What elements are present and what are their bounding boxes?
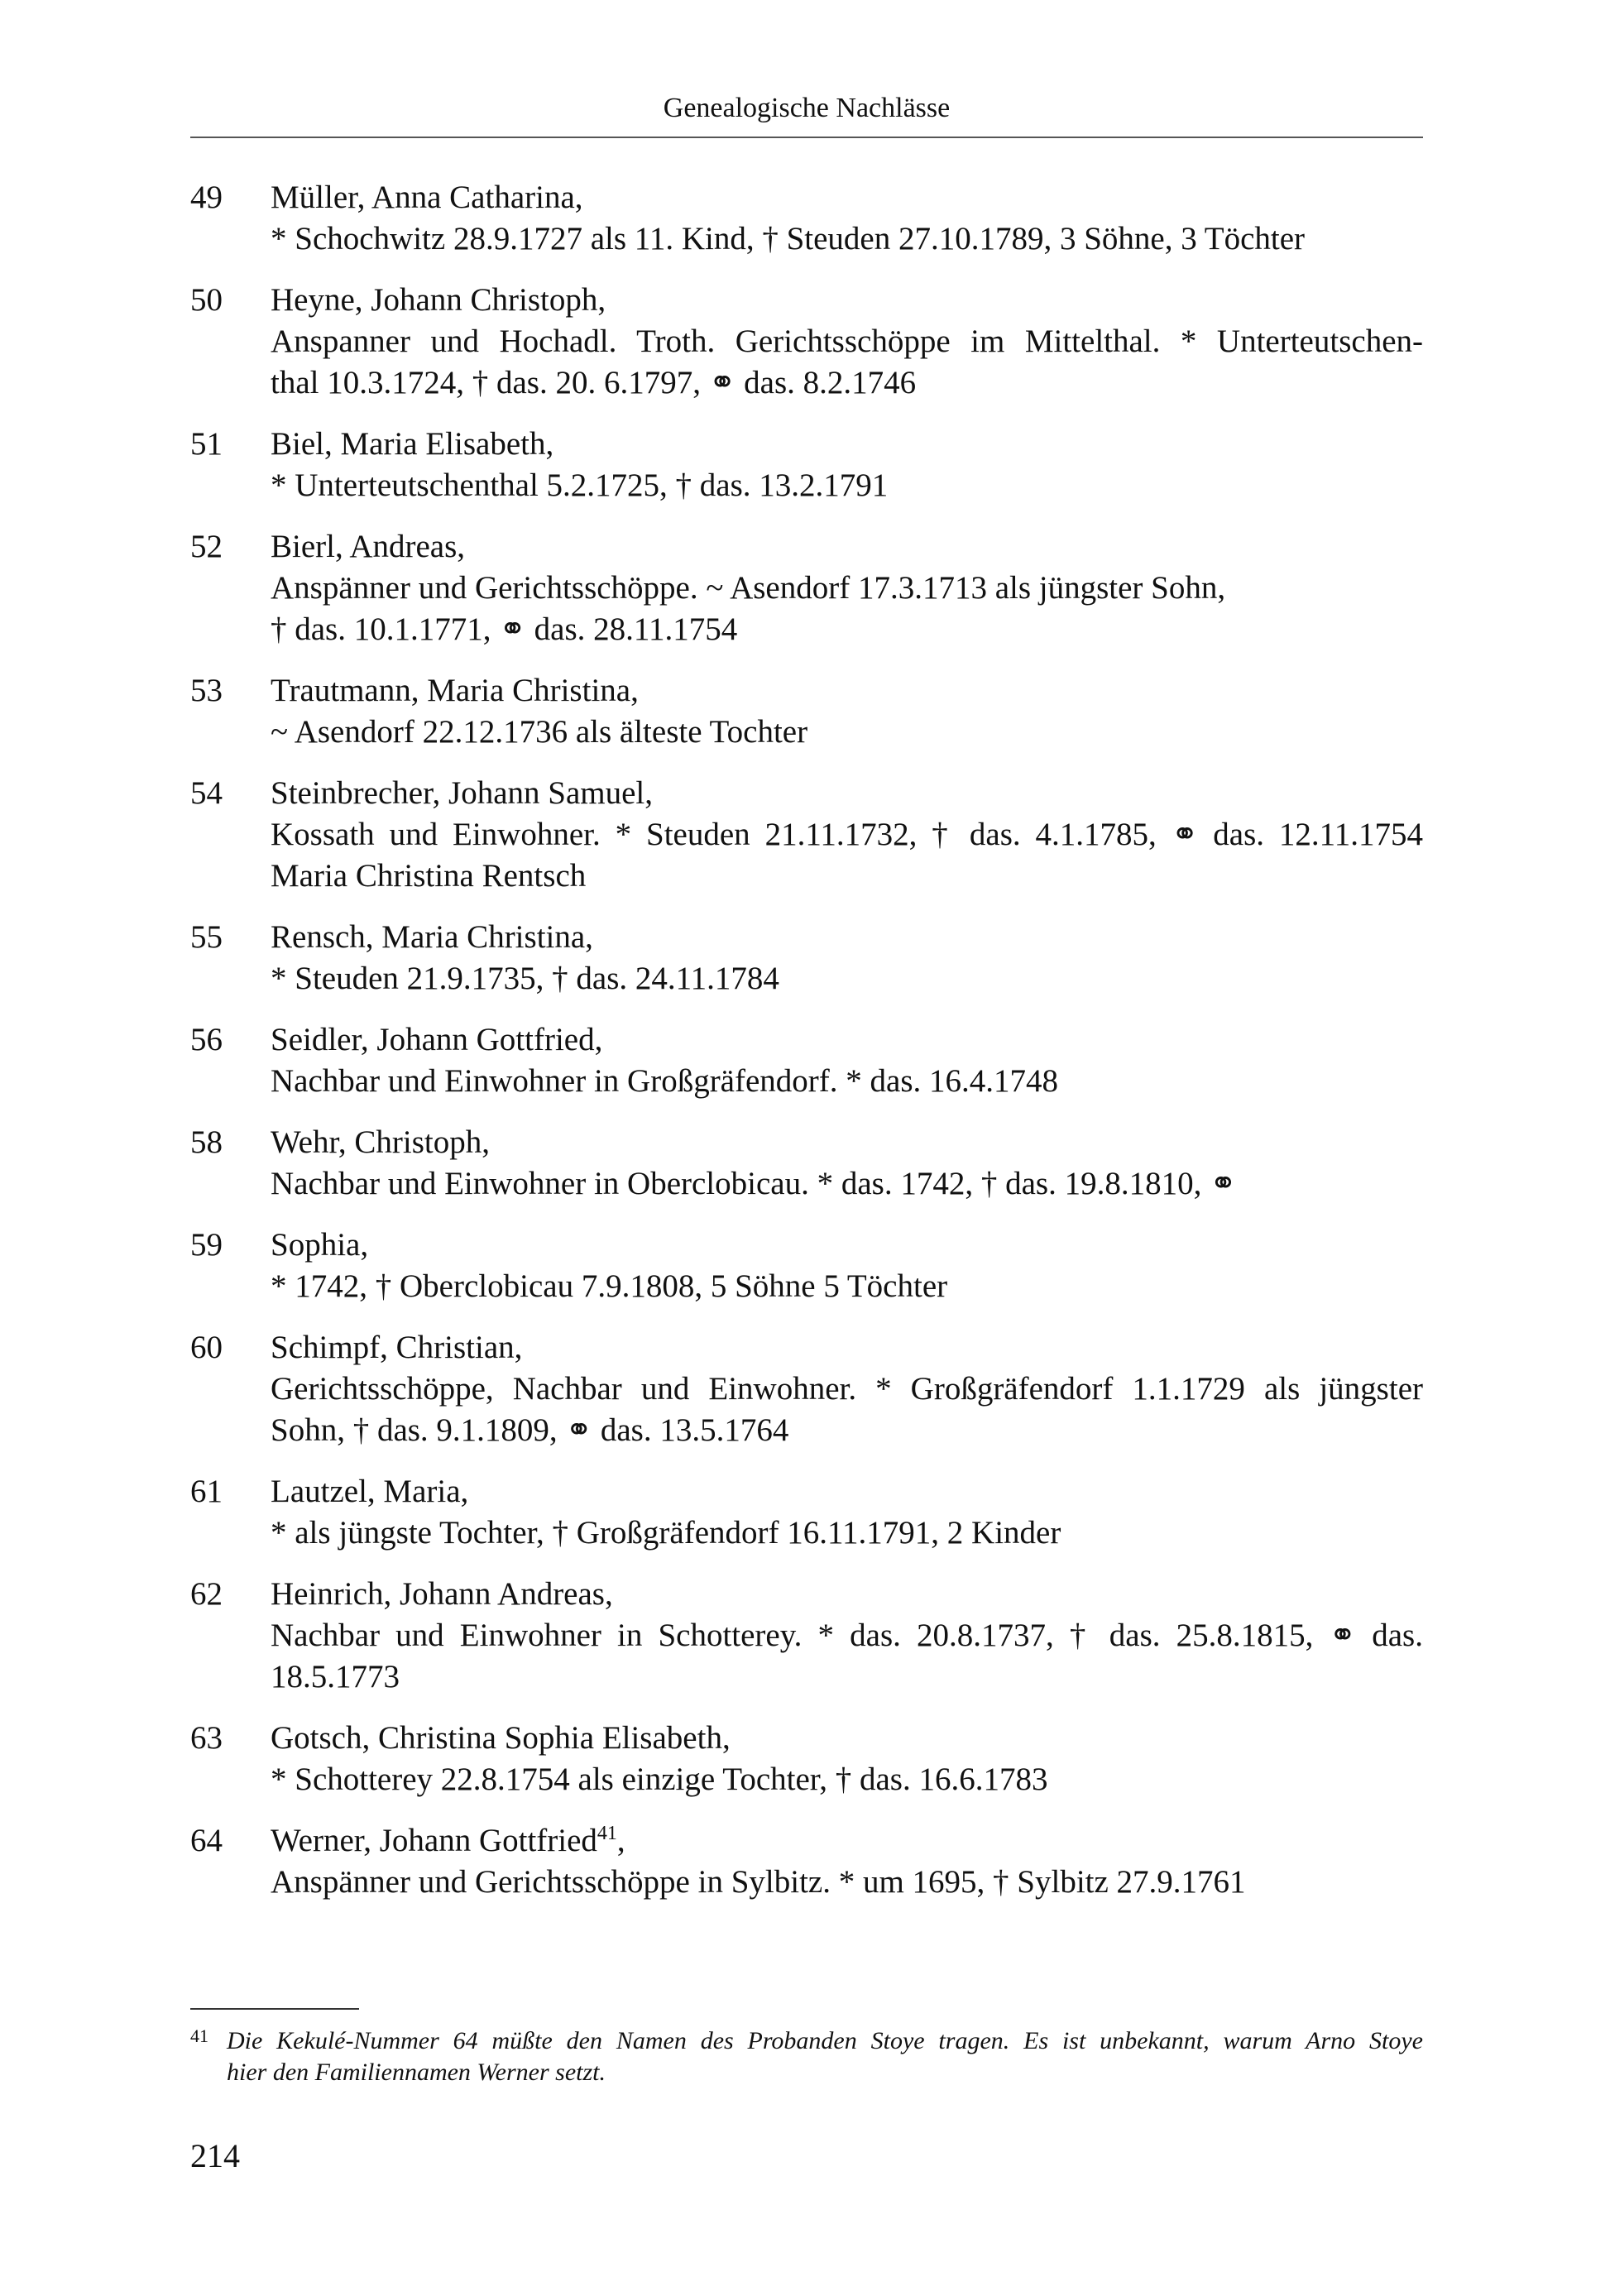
entry-name-text: Wehr, Christoph,: [271, 1124, 491, 1160]
genealogy-entry: [190, 1327, 1423, 1451]
entry-detail-line: * 1742, † Oberclobicau 7.9.1808, 5 Söhne 5 Töchter: [271, 1268, 948, 1304]
entry-name-text: Biel, Maria Elisabeth,: [271, 426, 554, 462]
entry-name: [271, 670, 1423, 712]
genealogy-entry: [190, 1820, 1423, 1903]
entry-detail-line: * Schochwitz 28.9.1727 als 11. Kind, † Steuden 27.10.1789, 3 Söhne, 3 Töchter: [271, 221, 1306, 256]
entry-name: [271, 917, 1423, 958]
running-header: Genealogische Nachlässe: [663, 93, 951, 123]
kekule-number: 62: [190, 1576, 223, 1612]
entry-name: [271, 526, 1423, 568]
genealogy-entry: [190, 177, 1423, 260]
entry-name-text: Bierl, Andreas,: [271, 529, 466, 564]
entry-name-text: Sophia,: [271, 1227, 369, 1263]
page-number: 214: [190, 2137, 240, 2174]
genealogy-entry: [190, 526, 1423, 650]
kekule-number: 61: [190, 1474, 223, 1509]
entry-detail-line: Kossath und Einwohner. * Steuden 21.11.1732, † das. 4.1.1785, ⚭ das. 12.11.1754: [271, 817, 1423, 852]
entry-detail-line: Anspänner und Gerichtsschöppe. ~ Asendorf 17.3.1713 als jüngster Sohn,: [271, 570, 1226, 606]
genealogy-entry: [190, 1471, 1423, 1554]
kekule-number: 52: [190, 529, 223, 564]
footnote-mark: 41: [190, 2025, 208, 2046]
entry-detail-line: * Steuden 21.9.1735, † das. 24.11.1784: [271, 961, 779, 996]
genealogy-entry: [190, 1019, 1423, 1102]
header-rule: [190, 137, 1423, 138]
kekule-number: 64: [190, 1823, 223, 1858]
entry-detail-line: Nachbar und Einwohner in Schotterey. * das. 20.8.1737, † das. 25.8.1815, ⚭ das.: [271, 1618, 1423, 1653]
kekule-number: 58: [190, 1124, 223, 1160]
entry-detail-line: * Schotterey 22.8.1754 als einzige Tochter, † das. 16.6.1783: [271, 1762, 1048, 1797]
genealogy-entry: [190, 1574, 1423, 1698]
entry-detail-line: Nachbar und Einwohner in Oberclobicau. * das. 1742, † das. 19.8.1810, ⚭: [271, 1166, 1237, 1201]
genealogy-entry: [190, 1718, 1423, 1800]
entry-detail-line: Nachbar und Einwohner in Großgräfendorf. * das. 16.4.1748: [271, 1063, 1058, 1099]
footnote-rule: [190, 2008, 359, 2010]
entry-detail-line: Anspänner und Gerichtsschöppe in Sylbitz. * um 1695, † Sylbitz 27.9.1761: [271, 1864, 1246, 1900]
genealogy-entry: [190, 424, 1423, 506]
genealogy-entry: [190, 917, 1423, 999]
kekule-number: 51: [190, 426, 223, 462]
entry-name-text: Werner, Johann Gottfried: [271, 1823, 597, 1858]
kekule-number: 60: [190, 1330, 223, 1365]
kekule-number: 59: [190, 1227, 223, 1263]
entry-name: [271, 1122, 1423, 1163]
genealogy-entry: [190, 1225, 1423, 1307]
genealogy-entry: [190, 670, 1423, 753]
genealogy-entry: [190, 280, 1423, 404]
entry-name: [271, 773, 1423, 814]
entry-name: [271, 177, 1423, 218]
entry-name: [271, 1718, 1423, 1759]
footnote-line: hier den Familiennamen Werner setzt.: [227, 2059, 606, 2086]
entry-name: [271, 1574, 1423, 1615]
entry-name: [271, 1471, 1423, 1512]
entry-name-text: Heinrich, Johann Andreas,: [271, 1576, 613, 1612]
entry-detail-line: 18.5.1773: [271, 1659, 400, 1694]
kekule-number: 63: [190, 1720, 223, 1756]
entry-name-punct: ,: [616, 1823, 625, 1858]
entry-name: [271, 1225, 1423, 1266]
entry-name-text: Steinbrecher, Johann Samuel,: [271, 775, 653, 811]
footnote: [190, 2025, 1423, 2088]
entry-name: [271, 1327, 1423, 1368]
entry-detail-line: ~ Asendorf 22.12.1736 als älteste Tochter: [271, 714, 808, 750]
genealogy-entry: [190, 1122, 1423, 1205]
entry-name-text: Rensch, Maria Christina,: [271, 919, 593, 955]
entry-name-text: Schimpf, Christian,: [271, 1330, 523, 1365]
kekule-number: 49: [190, 180, 223, 215]
entry-detail-line: Maria Christina Rentsch: [271, 858, 587, 894]
footnote-reference: 41: [597, 1823, 617, 1844]
entry-detail-line: thal 10.3.1724, † das. 20. 6.1797, ⚭ das. 8.2.1746: [271, 365, 917, 400]
entry-detail-line: * Unterteutschenthal 5.2.1725, † das. 13.2.1791: [271, 467, 889, 503]
entry-detail-line: Sohn, † das. 9.1.1809, ⚭ das. 13.5.1764: [271, 1412, 789, 1448]
footnote-line: Die Kekulé-Nummer 64 müßte den Namen des Probanden Stoye tragen. Es ist unbekannt, warum Arno Stoye: [227, 2027, 1423, 2054]
entry-name-text: Lautzel, Maria,: [271, 1474, 469, 1509]
entry-name-text: Trautmann, Maria Christina,: [271, 673, 639, 708]
entry-name: [271, 1019, 1423, 1061]
kekule-number: 56: [190, 1022, 223, 1057]
entry-detail-line: Anspanner und Hochadl. Troth. Gerichtsschöppe im Mittelthal. * Unterteutschen-: [271, 324, 1423, 359]
entry-name-text: Seidler, Johann Gottfried,: [271, 1022, 603, 1057]
entry-name-text: Müller, Anna Catharina,: [271, 180, 583, 215]
kekule-number: 53: [190, 673, 223, 708]
entry-detail-line: * als jüngste Tochter, † Großgräfendorf 16.11.1791, 2 Kinder: [271, 1515, 1061, 1551]
kekule-number: 54: [190, 775, 223, 811]
genealogy-entry-list: [190, 177, 1423, 1923]
kekule-number: 50: [190, 282, 223, 318]
entry-name-text: Gotsch, Christina Sophia Elisabeth,: [271, 1720, 731, 1756]
entry-detail-line: † das. 10.1.1771, ⚭ das. 28.11.1754: [271, 611, 738, 647]
kekule-number: 55: [190, 919, 223, 955]
entry-name: [271, 424, 1423, 465]
entry-name-text: Heyne, Johann Christoph,: [271, 282, 606, 318]
entry-detail-line: Gerichtsschöppe, Nachbar und Einwohner. * Großgräfendorf 1.1.1729 als jüngster: [271, 1371, 1423, 1407]
genealogy-entry: [190, 773, 1423, 897]
entry-name: [271, 280, 1423, 321]
entry-name: [271, 1820, 1423, 1862]
